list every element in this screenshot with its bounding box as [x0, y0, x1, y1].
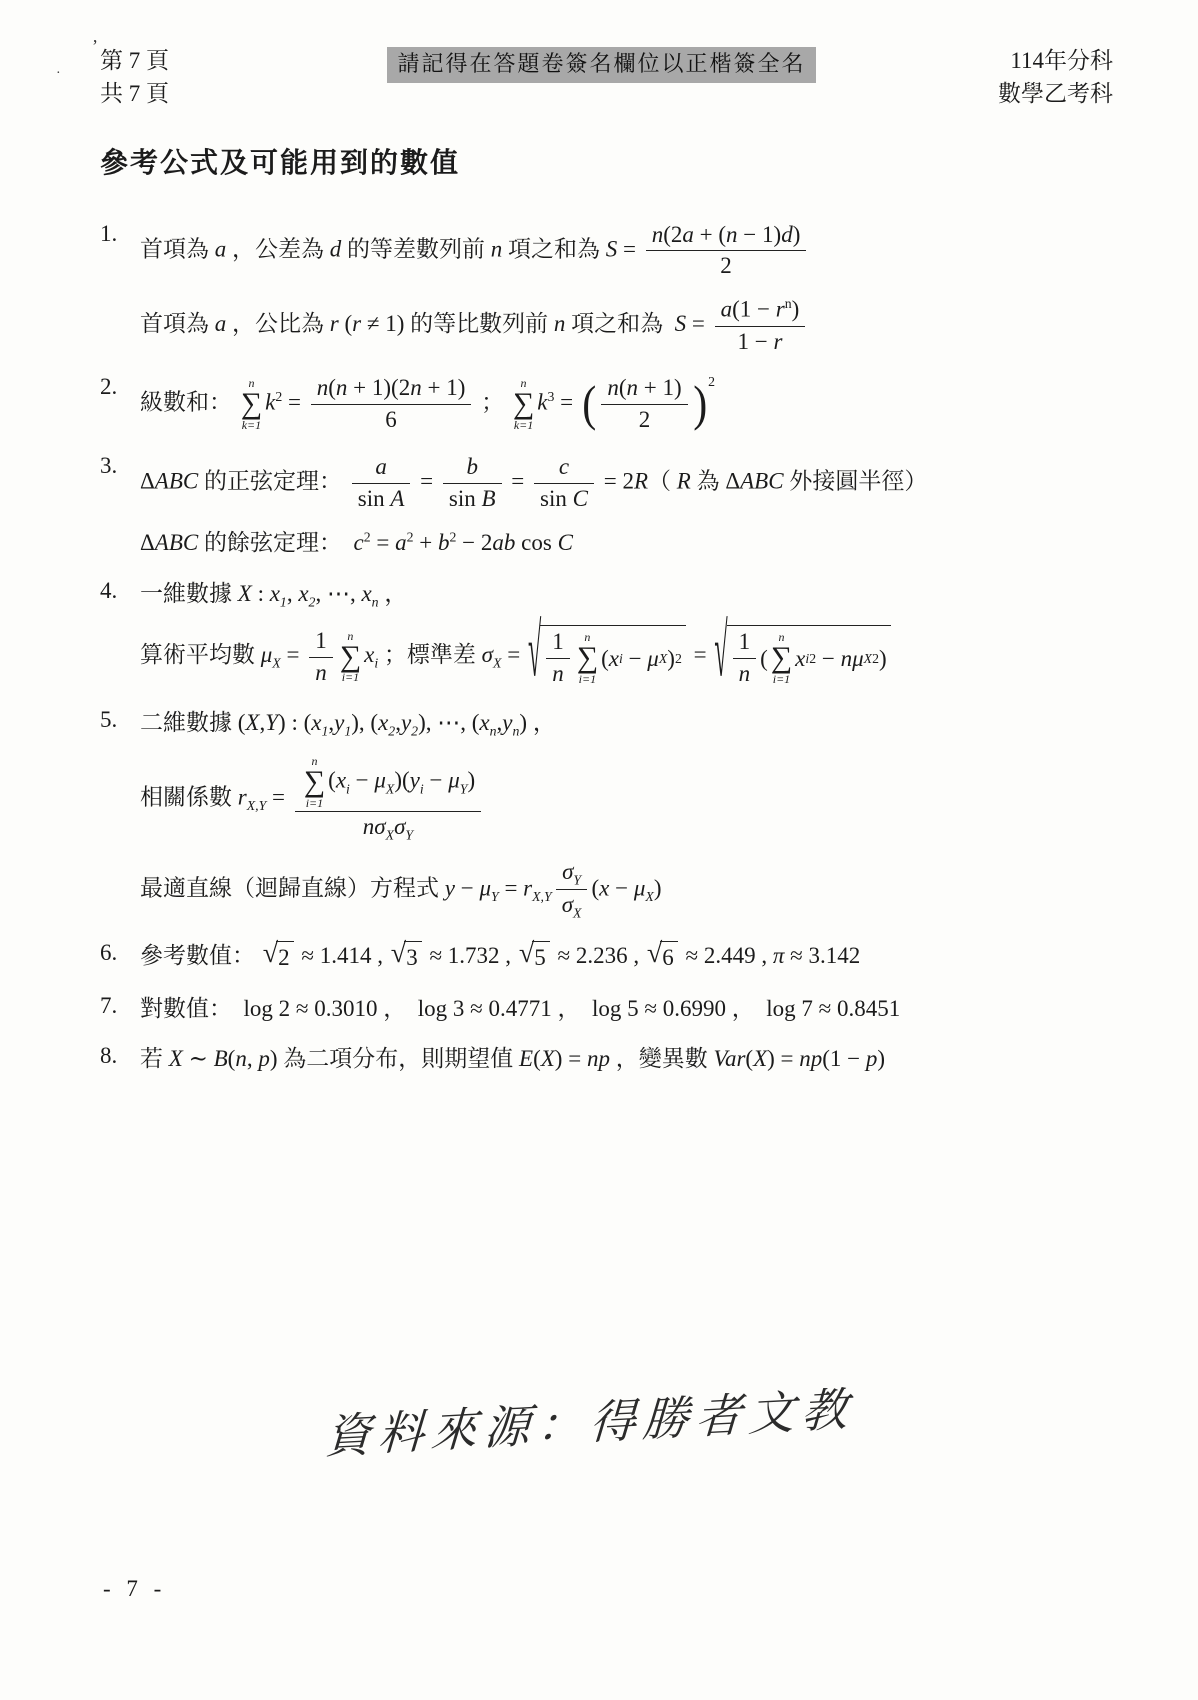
page-total-line: 共 7 頁 — [100, 81, 169, 107]
summation: n ∑ i=1 — [576, 630, 599, 686]
fraction: 1 n — [546, 628, 570, 689]
summation: n ∑ k=1 — [512, 376, 535, 432]
formula-line: 對數值： log 2 ≈ 0.3010 ， log 3 ≈ 0.4771 ， log 5 ≈ 0.6990 ， log 7 ≈ 0.8451 — [140, 995, 901, 1021]
header-center — [280, 44, 923, 83]
formula-line: 算術平均數 $\mu_X$ = $\frac{1}{n}$ n ∑ i=1 $x_i$ ；標準差 $\sigma_X$ = √ 1 n n ∑ i=1 ( x i − μ X ) 2 = √ 1 n ( n ∑ i=1 x i 2 − n μ X 2 ) — [140, 625, 1113, 689]
fraction: n(n + 1) 2 — [601, 374, 687, 435]
formula-line: 首項為 a ，公比為 r (r ≠ 1) 的等比數列前 n 項之和為 S = $\frac{a(1 - r^n)}{1 - r}$ — [140, 295, 1113, 356]
fraction: $\frac{n(n + 1)(2n + 1)}{6}$ — [311, 374, 472, 435]
fraction: $\frac{a}{\text{sin A}}$ — [352, 453, 411, 514]
page-number-line: 第 7 頁 — [100, 48, 169, 73]
formula-line: 最適直線（迴歸直線）方程式 $y - \mu_Y = r_{X,Y}$ $\frac{\sigma_Y}{\sigma_X}$ $(x - \mu_X)$ — [140, 858, 662, 921]
fraction: $\frac{c}{\text{sin C}}$ — [534, 453, 594, 514]
fraction: 1 n — [733, 628, 757, 689]
square-root: √ 2 — [263, 941, 294, 974]
formula-line: 一維數據 X : $x_1$, $x_2$, ⋯, $x_n$ ， — [140, 580, 408, 610]
item-number: 4. — [100, 577, 118, 603]
square-root: √ 1 n n ∑ i=1 ( x i − μ X ) 2 — [528, 625, 686, 689]
formula-item-7 — [100, 993, 1113, 1039]
formula-list — [100, 221, 1113, 1089]
fraction: $\frac{n(2a + (n - 1)d)}{2}$ — [646, 221, 807, 282]
fraction: n ∑ i=1 $(x_i - \mu_X)(y_i - \mu_Y)$ $n\sigma_X\sigma_Y$ — [295, 755, 481, 844]
item-body — [140, 374, 1113, 449]
summation: n ∑ k=1 — [240, 376, 263, 432]
square-root: √ 5 — [519, 941, 550, 974]
formula-line: 二維數據 (X,Y) : $(x_1,y_1)$, $(x_2,y_2)$, ⋯, $(x_n,y_n)$ ， — [140, 709, 556, 739]
formula-item-8 — [100, 1043, 1113, 1089]
formula-item-2 — [100, 374, 1113, 449]
fraction: $\frac{1}{n}$ — [309, 627, 333, 688]
square-root: √ 3 — [391, 941, 422, 974]
scan-artifact-mark: · — [56, 66, 61, 81]
item-body — [140, 221, 1113, 371]
formula-line: ΔABC 的正弦定理： $\frac{a}{\text{sin A}}$ = $\frac{b}{\text{sin B}}$ = $\frac{c}{\text{sin C}}$ = 2R（ R 為 ΔABC 外接圓半徑） — [140, 453, 1113, 514]
fraction: $\frac{b}{\text{sin B}}$ — [443, 453, 502, 514]
square-root: √ 1 n ( n ∑ i=1 x i 2 − n μ X 2 ) — [714, 625, 890, 689]
formula-item-1 — [100, 221, 1113, 371]
paren-group: ( n(n + 1) 2 ) 2 — [581, 374, 715, 435]
signature-notice: 請記得在答題卷簽名欄位以正楷簽全名 — [387, 47, 815, 83]
formula-line: 參考數值： √ 2 ≈ 1.414 , √ 3 ≈ 1.732 , √ 5 ≈ 2.236 , √ 6 ≈ 2.449 , π ≈ 3.142 — [140, 940, 1113, 974]
formula-item-6 — [100, 940, 1113, 988]
exam-info-block — [923, 44, 1113, 111]
page-title: 參考公式及可能用到的數值 — [100, 146, 461, 178]
square-root: √ 6 — [647, 941, 678, 974]
item-number: 1. — [100, 220, 118, 246]
formula-line: 若 X ∼ B(n, p) 為二項分布，則期望值 E(X) = np ，變異數 Var(X) = np(1 − p) — [140, 1045, 886, 1071]
summation: n ∑ i=1 — [339, 628, 362, 685]
item-body — [140, 453, 1113, 574]
exam-year-line: 114年分科 — [1010, 48, 1113, 73]
item-number: 3. — [100, 452, 118, 478]
item-body — [140, 1043, 1113, 1089]
item-body — [140, 993, 1113, 1039]
item-body — [140, 707, 1113, 936]
summation: n ∑ i=1 — [303, 753, 326, 810]
item-number: 2. — [100, 374, 118, 400]
handwritten-source-note: 資料來源：得勝者文教 — [323, 1383, 856, 1463]
item-number: 5. — [100, 706, 118, 732]
formula-item-4 — [100, 578, 1113, 703]
item-body — [140, 578, 1113, 703]
scan-artifact-mark: ’ — [92, 36, 98, 56]
exam-subject-line: 數學乙考科 — [998, 81, 1113, 107]
footer-page-number: - 7 - — [103, 1576, 167, 1601]
formula-item-5 — [100, 707, 1113, 936]
summation: n ∑ i=1 — [770, 630, 793, 686]
formula-line: 首項為 a ，公差為 d 的等差數列前 n 項之和為 S = $\frac{n(2a + (n - 1)d)}{2}$ — [140, 221, 1113, 282]
page-count-block — [100, 44, 280, 111]
item-number: 8. — [100, 1042, 118, 1068]
formula-item-3 — [100, 453, 1113, 574]
formula-line: 級數和： n ∑ k=1 $k^2$ = $\frac{n(n + 1)(2n + 1)}{6}$ ； n ∑ k=1 $k^3$ = ( n(n + 1) 2 ) 2 — [140, 374, 1113, 435]
fraction: $\frac{\sigma_Y}{\sigma_X}$ — [556, 858, 588, 923]
formula-line: ΔABC 的餘弦定理： $c^2 = a^2 + b^2 - 2ab$ cos C — [140, 529, 573, 556]
item-body — [140, 940, 1113, 988]
page-header — [100, 44, 1113, 111]
item-number: 6. — [100, 940, 118, 966]
formula-line: 相關係數 $r_{X,Y}$ = n ∑ i=1 $(x_i - \mu_X)(y_i - \mu_Y)$ $n\sigma_X\sigma_Y$ — [140, 755, 1113, 844]
fraction: $\frac{a(1 - r^n)}{1 - r}$ — [715, 295, 806, 356]
item-number: 7. — [100, 992, 118, 1018]
